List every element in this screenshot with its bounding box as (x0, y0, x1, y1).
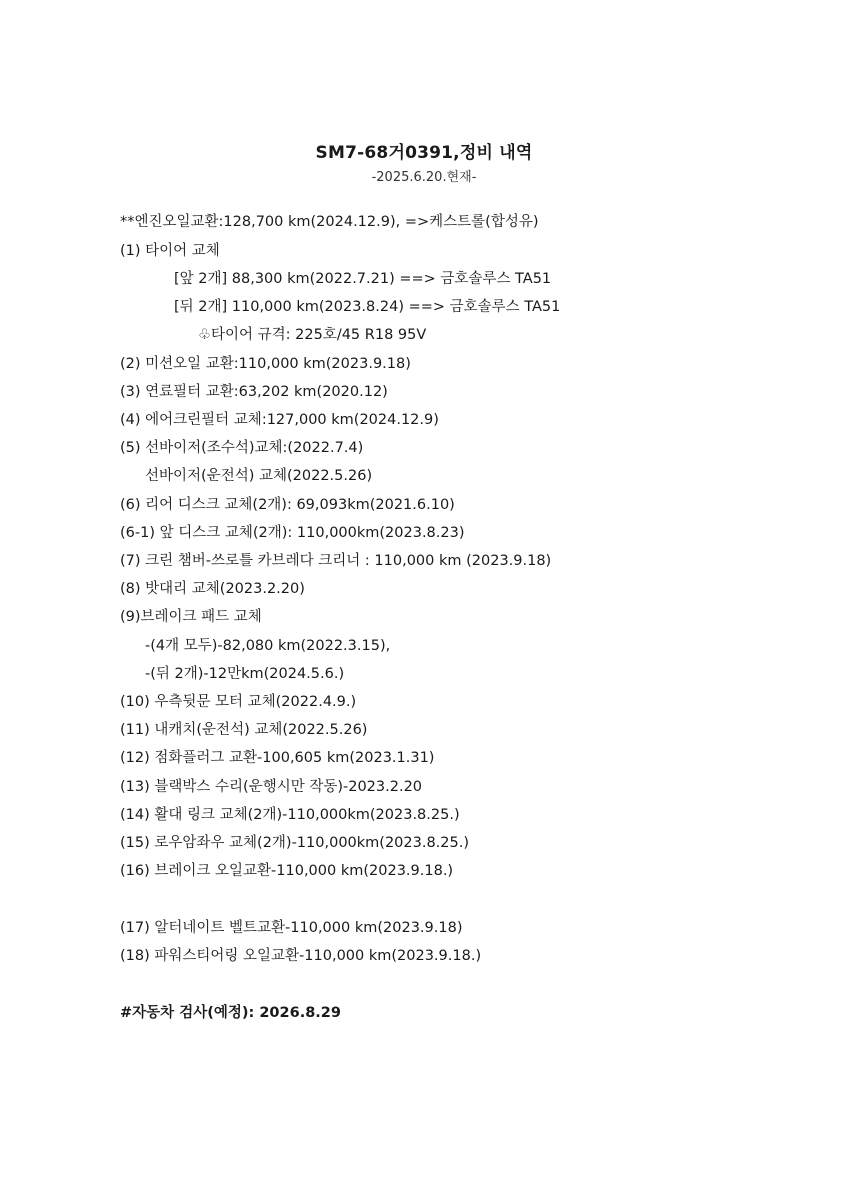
item-6-1-line: (6-1) 앞 디스크 교체(2개): 110,000km(2023.8.23) (120, 525, 465, 541)
item-9-heading: (9)브레이크 패드 교체 (120, 609, 262, 625)
item-14-line: (14) 활대 링크 교체(2개)-110,000km(2023.8.25.) (120, 807, 460, 823)
engine-oil-line: **엔진오일교환:128,700 km(2024.12.9), =>케스트롤(합성유) (120, 214, 539, 230)
item-18-line: (18) 파워스티어링 오일교환-110,000 km(2023.9.18.) (120, 948, 482, 964)
item-11-line: (11) 내캐치(운전석) 교체(2022.5.26) (120, 722, 368, 738)
item-15-line: (15) 로우암좌우 교체(2개)-110,000km(2023.8.25.) (120, 835, 470, 851)
item-1-tire-spec: ♧타이어 규격: 225호/45 R18 95V (198, 327, 427, 343)
item-12-line: (12) 점화플러그 교환-100,605 km(2023.1.31) (120, 750, 435, 766)
item-2-line: (2) 미션오일 교환:110,000 km(2023.9.18) (120, 356, 411, 372)
page-title: SM7-68거0391,정비 내역 (315, 143, 533, 163)
item-9-sub-2: -(뒤 2개)-12만km(2024.5.6.) (145, 666, 345, 682)
item-9-sub-1: -(4개 모두)-82,080 km(2022.3.15), (145, 638, 391, 654)
item-5-sub-line: 선바이저(운전석) 교체(2022.5.26) (145, 468, 373, 484)
page-subtitle: -2025.6.20.현재- (371, 170, 477, 185)
item-1-tire-heading: (1) 타이어 교체 (120, 243, 220, 259)
item-10-line: (10) 우측뒷문 모터 교체(2022.4.9.) (120, 694, 357, 710)
item-7-line: (7) 크린 챔버-쓰로틀 카브레다 크리너 : 110,000 km (2023.9.18) (120, 553, 552, 569)
item-16-line: (16) 브레이크 오일교환-110,000 km(2023.9.18.) (120, 863, 454, 879)
item-4-line: (4) 에어크린필터 교체:127,000 km(2024.12.9) (120, 412, 439, 428)
item-1-rear-tires: [뒤 2개] 110,000 km(2023.8.24) ==> 금호솔루스 TA51 (174, 299, 561, 315)
item-13-line: (13) 블랙박스 수리(운행시만 작동)-2023.2.20 (120, 779, 423, 795)
item-1-front-tires: [앞 2개] 88,300 km(2022.7.21) ==> 금호솔루스 TA51 (174, 271, 552, 287)
item-8-line: (8) 밧대리 교체(2023.2.20) (120, 581, 305, 597)
inspection-line: #자동차 검사(예정): 2026.8.29 (120, 1005, 341, 1021)
item-5-line: (5) 선바이저(조수석)교체:(2022.7.4) (120, 440, 364, 456)
item-17-line: (17) 알터네이트 벨트교환-110,000 km(2023.9.18) (120, 920, 463, 936)
item-6-line: (6) 리어 디스크 교체(2개): 69,093km(2021.6.10) (120, 497, 455, 513)
item-3-line: (3) 연료필터 교환:63,202 km(2020.12) (120, 384, 388, 400)
